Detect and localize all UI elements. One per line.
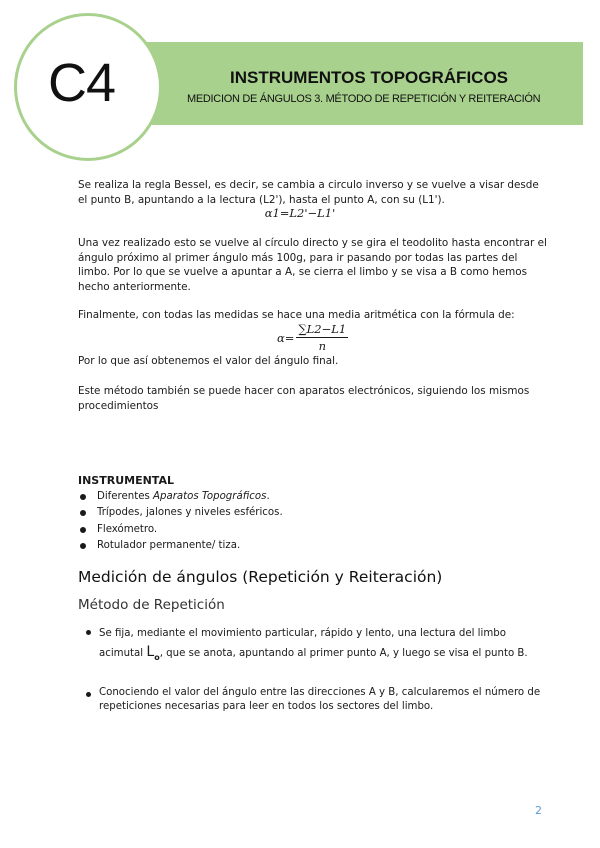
instrumental-item: Trípodes, jalones y niveles esféricos. bbox=[78, 505, 283, 521]
instrumental-item: Diferentes Aparatos Topográficos. bbox=[78, 489, 283, 505]
lectura-symbol: $L_o$ bbox=[146, 644, 160, 662]
formula-alpha1: α1=L2'−L1' bbox=[264, 206, 336, 220]
instrumental-heading: INSTRUMENTAL bbox=[78, 474, 174, 487]
bullet-icon bbox=[80, 510, 86, 516]
method-list bbox=[86, 624, 546, 667]
paragraph-media: Finalmente, con todas las medidas se hace una media aritmética con la fórmula de: bbox=[78, 309, 515, 321]
bullet-icon bbox=[80, 527, 86, 533]
page-number: 2 bbox=[535, 804, 542, 817]
bullet-icon bbox=[86, 630, 91, 635]
header-title: INSTRUMENTOS TOPOGRÁFICOS bbox=[230, 68, 509, 87]
method-item: Conociendo el valor del ángulo entre las direcciones A y B, calcularemos el número de repeticiones necesarias para leer en todos los sectores del limbo. bbox=[86, 686, 546, 714]
method-list-2 bbox=[86, 686, 546, 714]
bullet-icon bbox=[80, 543, 86, 549]
paragraph-bessel: Se realiza la regla Bessel, es decir, se cambia a circulo inverso y se vuelve a visar desde el punto B, apuntando a la lectura (L2'), hasta el punto A, con su (L1'). bbox=[78, 179, 539, 206]
instrumental-item: Rotulador permanente/ tiza. bbox=[78, 538, 283, 554]
paragraph-circulo-directo: Una vez realizado esto se vuelve al círculo directo y se gira el teodolito hasta encontrar el ángulo próximo al primer ángulo más 100g, para ir pasando por todas las partes del limbo. Por lo que se vuelve a apuntar a A, se cierra el limbo y se visa a B como hemos hecho anteriormente. bbox=[78, 237, 547, 293]
paragraph-valor-final: Por lo que así obtenemos el valor del ángulo final. bbox=[78, 355, 339, 367]
chapter-label: C4 bbox=[48, 53, 116, 113]
formula-mean bbox=[277, 322, 348, 353]
paragraph-electronicos: Este método también se puede hacer con aparatos electrónicos, siguiendo los mismos procedimientos bbox=[78, 385, 530, 412]
formula-mean-fraction bbox=[296, 322, 348, 353]
formula-mean-numerator: ∑L2−L1 bbox=[298, 322, 347, 336]
bullet-icon bbox=[80, 494, 86, 500]
section-heading: Medición de ángulos (Repetición y Reiteración) bbox=[78, 568, 443, 586]
header-subtitle: MEDICION DE ÁNGULOS 3. MÉTODO DE REPETICIÓN Y REITERACIÓN bbox=[187, 93, 541, 105]
formula-mean-lhs: α= bbox=[277, 330, 295, 345]
section-subheading: Método de Repetición bbox=[78, 597, 225, 613]
formula-mean-denominator: n bbox=[318, 339, 326, 353]
instrumental-item-emphasis: Aparatos Topográficos bbox=[153, 491, 267, 502]
instrumental-item: Flexómetro. bbox=[78, 522, 283, 538]
instrumental-list bbox=[78, 489, 283, 555]
method-item: Se fija, mediante el movimiento particular, rápido y lento, una lectura del limbo acimutal $L_o$, que se anota, apuntando al primer punto A, y luego se visa el punto B. bbox=[86, 624, 546, 667]
bullet-icon bbox=[86, 692, 91, 697]
